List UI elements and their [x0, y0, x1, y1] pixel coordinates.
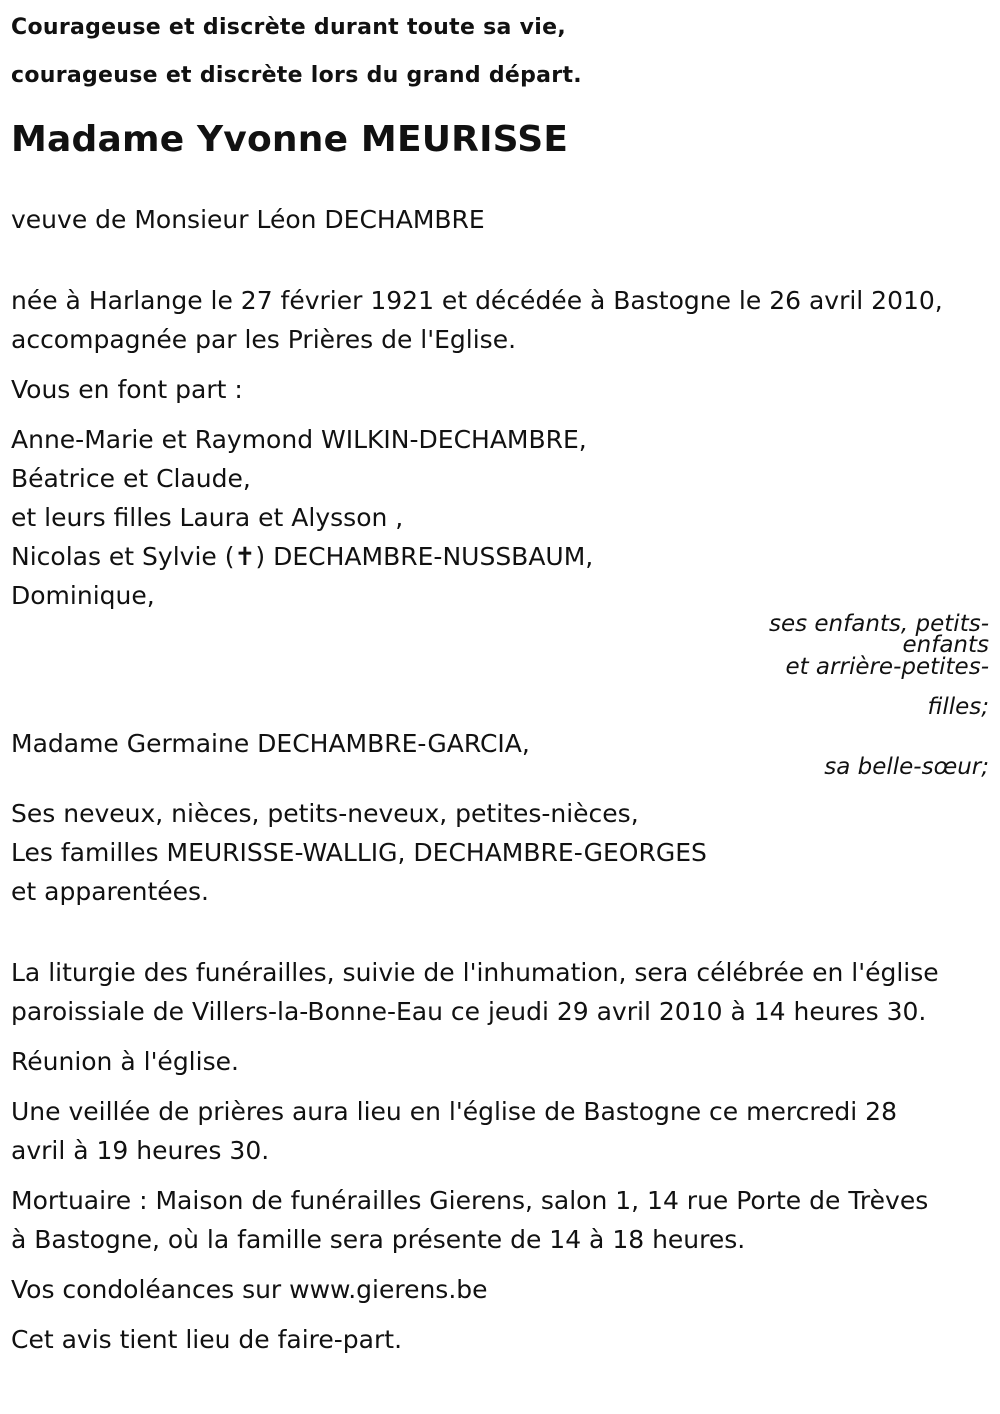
vigil-line: avril à 19 heures 30. — [11, 1136, 270, 1165]
mortuary-block — [11, 1181, 991, 1259]
sister-in-law: Madame Germaine DECHAMBRE-GARCIA, — [11, 729, 530, 758]
liturgy-line: La liturgie des funérailles, suivie de l'inhumation, sera célébrée en l'église — [11, 958, 939, 987]
epigraph-line: courageuse et discrète lors du grand départ. — [11, 63, 582, 88]
epigraph — [11, 4, 991, 100]
vigil-line: Une veillée de prières aura lieu en l'église de Bastogne ce mercredi 28 — [11, 1097, 897, 1126]
family-member: et leurs filles Laura et Alysson , — [11, 503, 404, 532]
birth-death-block — [11, 281, 991, 359]
family-member: Nicolas et Sylvie (✝) DECHAMBRE-NUSSBAUM, — [11, 542, 594, 571]
birth-death-line: née à Harlange le 27 février 1921 et décédée à Bastogne le 26 avril 2010, — [11, 286, 943, 315]
obituary-notice — [11, 0, 991, 1359]
epigraph-line: Courageuse et discrète durant toute sa vie, — [11, 15, 567, 40]
other-relatives — [11, 794, 991, 911]
role-line: et arrière-petites- — [785, 654, 989, 680]
relative-line: et apparentées. — [11, 877, 209, 906]
meeting-info: Réunion à l'église. — [11, 1047, 239, 1076]
family-member: Dominique, — [11, 581, 155, 610]
role-line: ses enfants, petits- — [768, 611, 989, 637]
role-line: filles; — [927, 694, 989, 720]
birth-death-line: accompagnée par les Prières de l'Eglise. — [11, 325, 517, 354]
liturgy-block — [11, 953, 991, 1031]
sister-in-law-role: sa belle-sœur; — [824, 754, 989, 780]
mortuary-line: à Bastogne, où la famille sera présente de 14 à 18 heures. — [11, 1225, 746, 1254]
vigil-block — [11, 1092, 991, 1170]
liturgy-line: paroissiale de Villers-la-Bonne-Eau ce jeudi 29 avril 2010 à 14 heures 30. — [11, 997, 927, 1026]
children-role — [11, 604, 991, 727]
family-member: Anne-Marie et Raymond WILKIN-DECHAMBRE, — [11, 425, 587, 454]
children-list — [11, 420, 991, 615]
mortuary-line: Mortuaire : Maison de funérailles Gierens, salon 1, 14 rue Porte de Trèves — [11, 1186, 929, 1215]
deceased-name: Madame Yvonne MEURISSE — [11, 119, 569, 160]
family-member: Béatrice et Claude, — [11, 464, 251, 493]
relative-line: Les familles MEURISSE-WALLIG, DECHAMBRE-GEORGES — [11, 838, 707, 867]
role-line: enfants — [902, 632, 989, 658]
announcement-intro: Vous en font part : — [11, 375, 243, 404]
notice-statement: Cet avis tient lieu de faire-part. — [11, 1325, 403, 1354]
widow-of: veuve de Monsieur Léon DECHAMBRE — [11, 205, 485, 234]
relative-line: Ses neveux, nièces, petits-neveux, petites-nièces, — [11, 799, 639, 828]
condolences-info: Vos condoléances sur www.gierens.be — [11, 1275, 488, 1304]
